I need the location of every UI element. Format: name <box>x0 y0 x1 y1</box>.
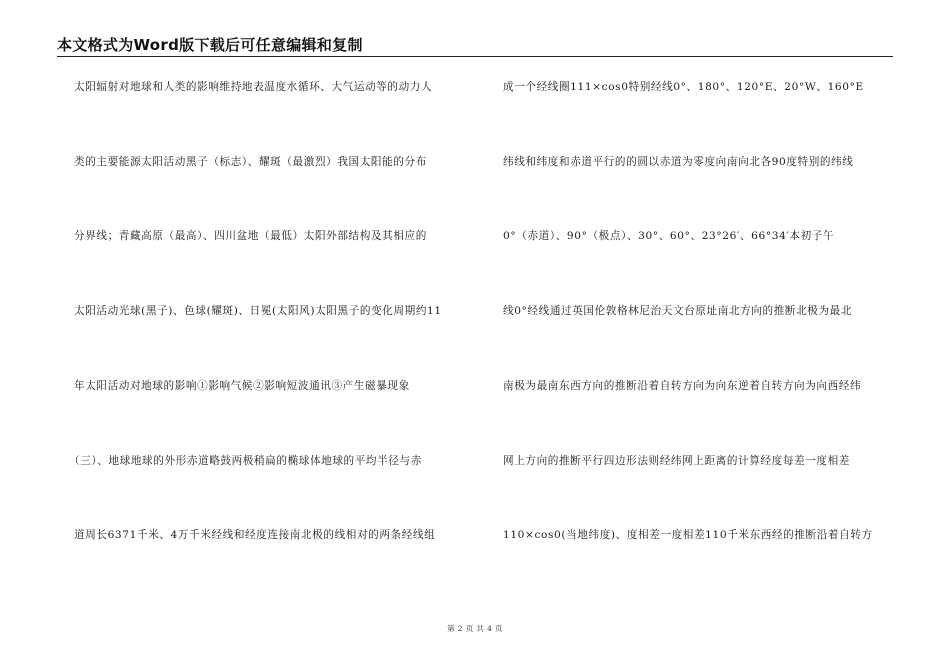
right-line-2: 纬线和纬度和赤道平行的的圆以赤道为零度向南向北各90度特别的纬线 <box>503 156 854 168</box>
left-line-7: 道周长6371千米、4万千米经线和经度连接南北极的线相对的两条经线组 <box>74 529 436 541</box>
right-line-5: 南极为最南东西方向的推断沿着自转方向为向东逆着自转方向为向西经纬 <box>503 380 862 392</box>
left-line-4: 太阳活动光球(黑子)、色球(耀斑)、日冕(太阳风)太阳黑子的变化周期约11 <box>74 305 442 317</box>
left-line-5: 年太阳活动对地球的影响①影响气候②影响短波通讯③产生磁暴现象 <box>74 380 410 392</box>
left-line-3: 分界线；青藏高原（最高）、四川盆地（最低）太阳外部结构及其相应的 <box>74 230 427 242</box>
right-line-1: 成一个经线圈111×cos0特别经线0°、180°、120°E、20°W、160°E <box>503 81 864 93</box>
right-line-4: 线0°经线通过英国伦敦格林尼治天文台原址南北方向的推断北极为最北 <box>503 305 853 317</box>
left-line-1: 太阳辐射对地球和人类的影响维持地表温度水循环、大气运动等的动力人 <box>74 81 433 93</box>
page-number: 第 2 页 共 4 页 <box>447 624 503 633</box>
left-line-2: 类的主要能源太阳活动黑子（标志）、耀斑（最激烈）我国太阳能的分布 <box>74 156 427 168</box>
right-line-6: 网上方向的推断平行四边形法则经纬网上距离的计算经度每差一度相差 <box>503 455 851 467</box>
right-line-3: 0°（赤道）、90°（极点）、30°、60°、23°26′、66°34′本初子午 <box>503 230 835 242</box>
left-line-6: （三）、地球地球的外形赤道略鼓两极稍扁的椭球体地球的平均半径与赤 <box>69 455 422 467</box>
page-footer <box>0 623 950 634</box>
right-line-7: 110×cos0(当地纬度)、度相差一度相差110千米东西经的推断沿着自转方 <box>503 529 873 541</box>
page-header <box>57 32 893 57</box>
header-title: 本文格式为Word版下载后可任意编辑和复制 <box>57 36 363 54</box>
